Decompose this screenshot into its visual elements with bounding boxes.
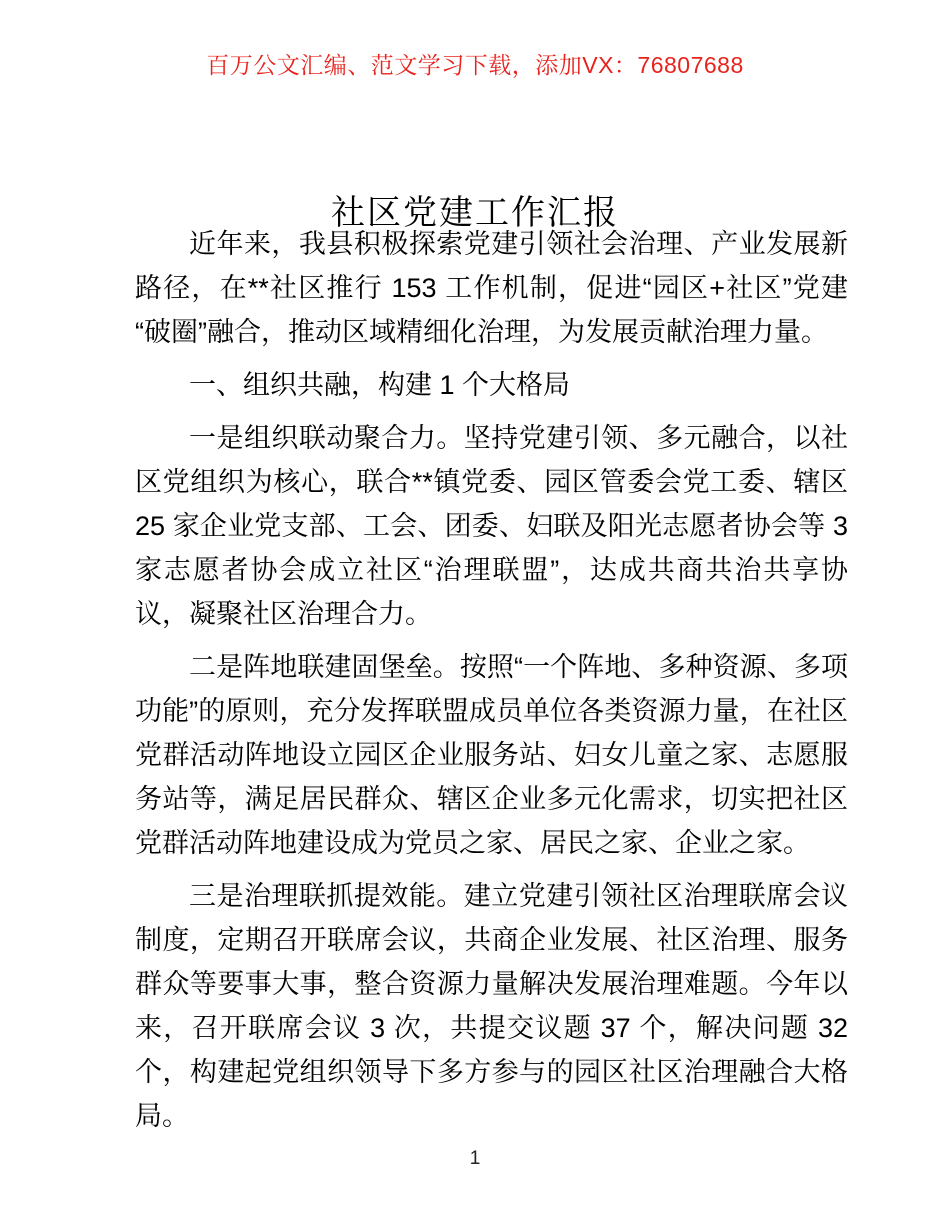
paragraph-intro: 近年来，我县积极探索党建引领社会治理、产业发展新路径，在**社区推行 153 工作机制，促进“园区+社区”党建“破圈”融合，推动区域精细化治理，为发展贡献治理力量。 (135, 229, 848, 347)
paragraph-point-three: 三是治理联抓提效能。建立党建引领社区治理联席会议制度，定期召开联席会议，共商企业发展、社区治理、服务群众等要事大事，整合资源力量解决发展治理难题。今年以来，召开联席会议 3 次，共提交议题 37 个，解决问题 32 个，构建起党组织领导下多方参与的园区社区治理融合大格局。 (135, 881, 848, 1131)
page-title: 社区党建工作汇报 (331, 193, 619, 232)
paragraph-point-one: 一是组织联动聚合力。坚持党建引领、多元融合，以社区党组织为核心，联合**镇党委、园区管委会党工委、辖区 25 家企业党支部、工会、团委、妇联及阳光志愿者协会等 3 家志愿者协会成立社区“治理联盟”，达成共商共治共享协议，凝聚社区治理合力。 (135, 423, 848, 629)
section-heading: 一、组织共融，构建 1 个大格局 (189, 370, 571, 400)
paragraph-point-two: 二是阵地联建固堡垒。按照“一个阵地、多种资源、多项功能”的原则，充分发挥联盟成员单位各类资源力量，在社区党群活动阵地设立园区企业服务站、妇女儿童之家、志愿服务站等，满足居民群众、辖区企业多元化需求，切实把社区党群活动阵地建设成为党员之家、居民之家、企业之家。 (135, 652, 848, 858)
document-body (135, 222, 848, 1147)
page-number: 1 (469, 1148, 481, 1169)
promo-watermark-text: 百万公文汇编、范文学习下载，添加VX：76807688 (206, 52, 744, 78)
